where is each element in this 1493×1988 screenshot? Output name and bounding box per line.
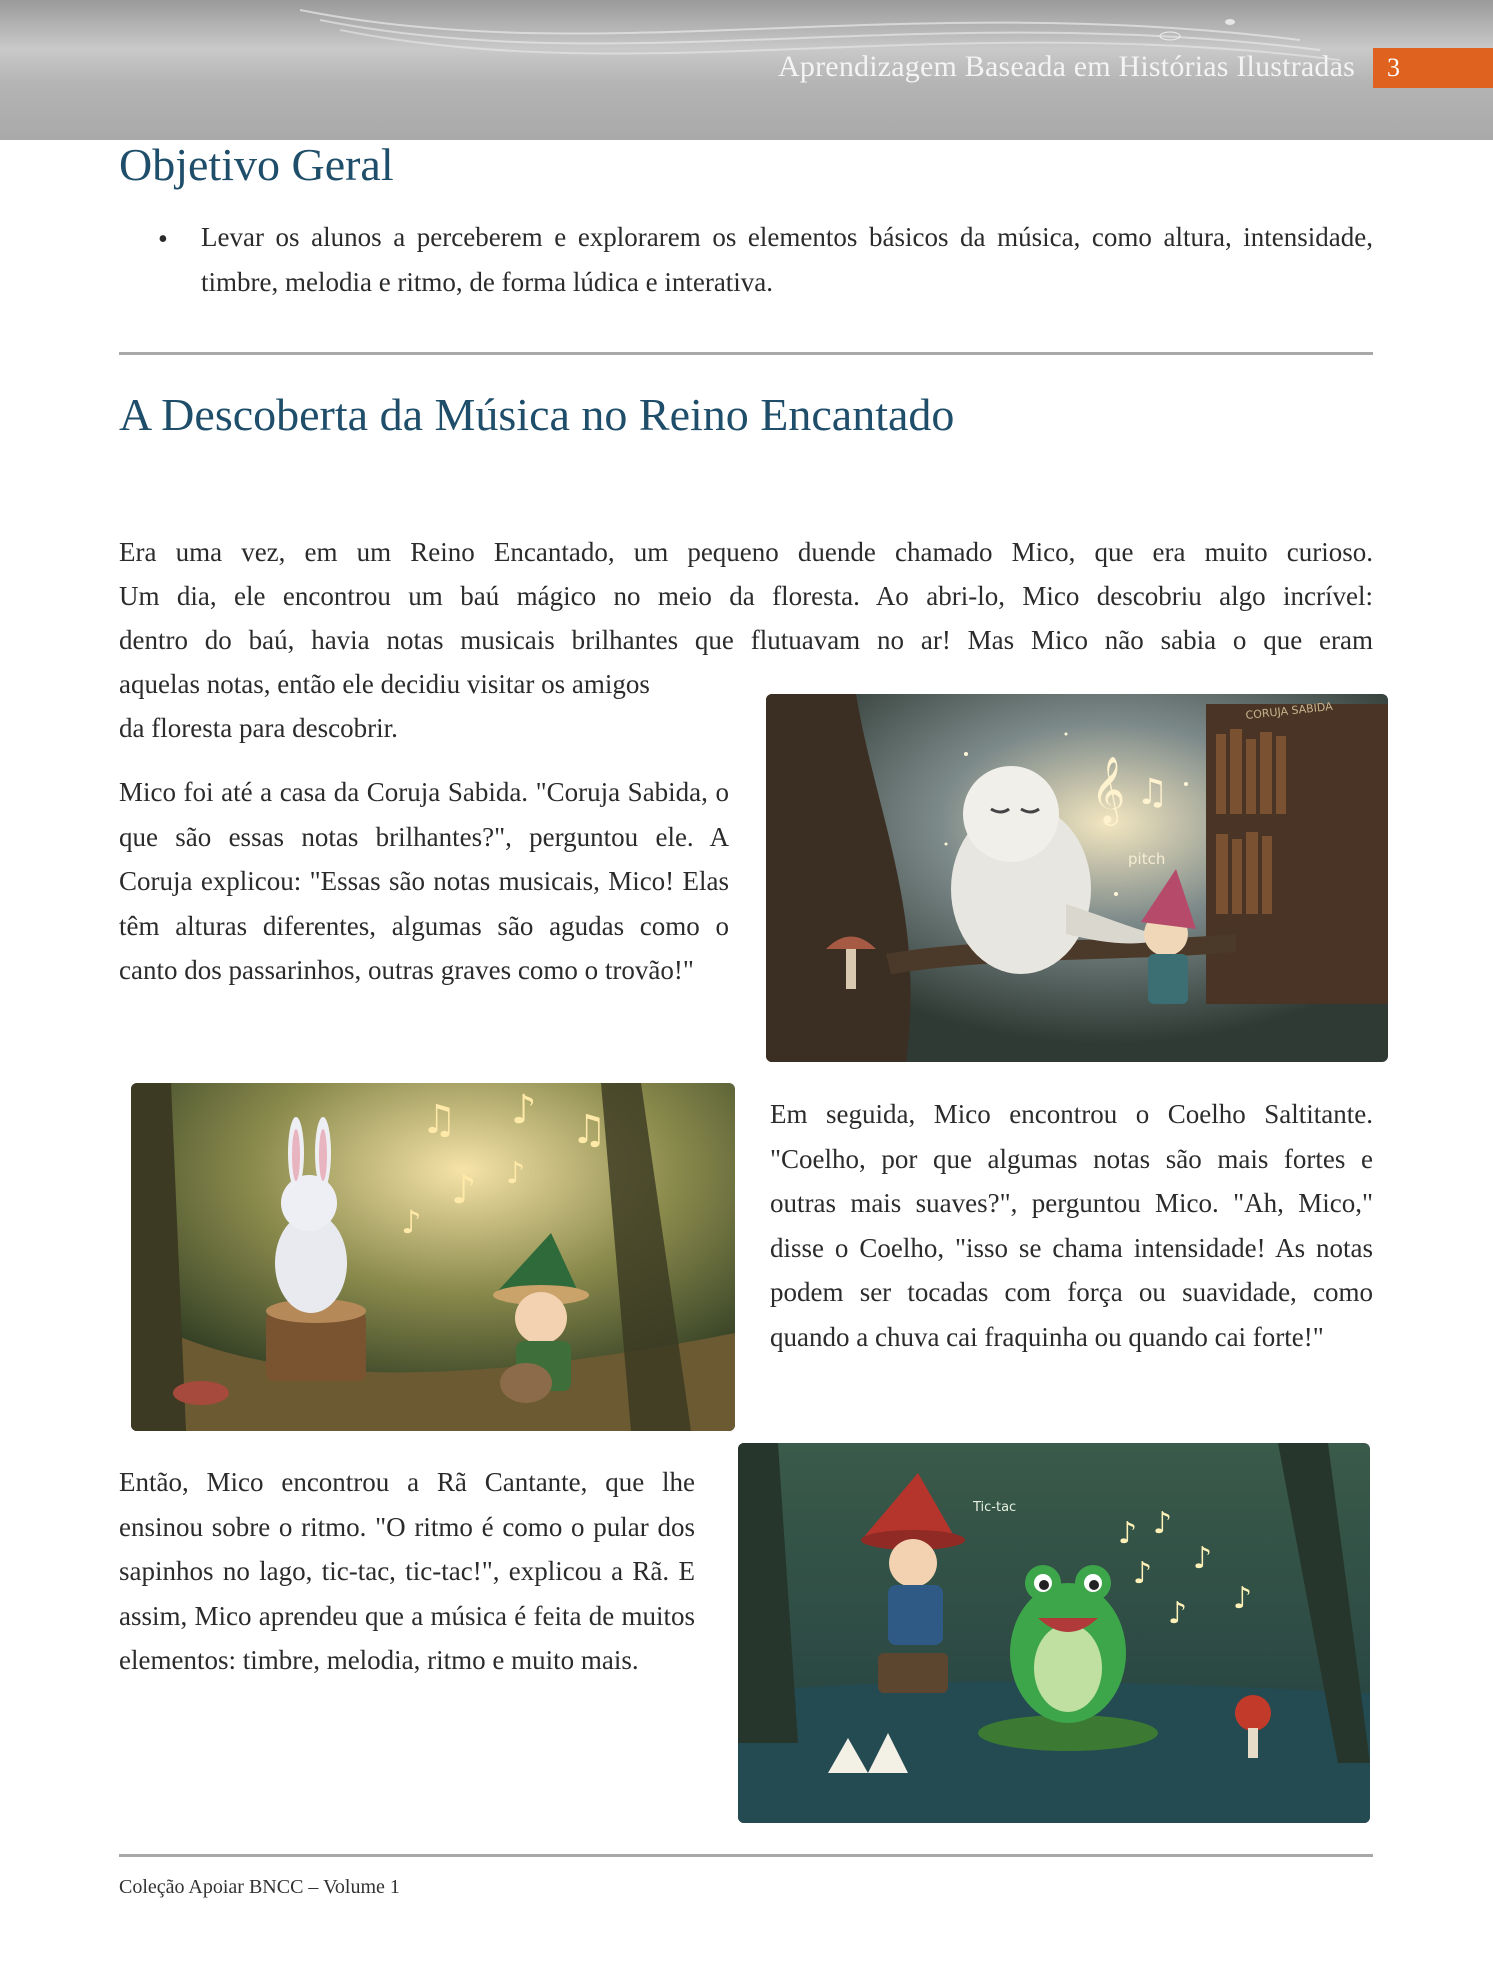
- paragraph-line: Um dia, ele encontrou um baú mágico no meio da floresta. Ao abri-lo, Mico descobriu algo incrível:: [119, 581, 1373, 611]
- story-paragraph-3: Em seguida, Mico encontrou o Coelho Saltitante. "Coelho, por que algumas notas são mais fortes e outras mais suaves?", perguntou Mico. "Ah, Mico," disse o Coelho, "isso se chama intensidade! As notas podem ser tocadas com força ou suavidade, como quando a chuva cai fraquinha ou quando cai forte!": [770, 1099, 1373, 1352]
- music-note-icon: ♪: [506, 1156, 526, 1191]
- section-heading-story: A Descoberta da Música no Reino Encantado: [119, 389, 955, 440]
- music-note-icon: ♪: [1168, 1596, 1188, 1631]
- owl-pitch-label: pitch: [1128, 850, 1166, 868]
- running-header-title: Aprendizagem Baseada em Histórias Ilustradas: [778, 50, 1355, 83]
- music-note-icon: ♪: [511, 1087, 537, 1133]
- music-note-icon: ♫: [421, 1097, 457, 1143]
- frog-tictac-label: Tic-tac: [973, 1500, 1017, 1515]
- footer-text: Coleção Apoiar BNCC – Volume 1: [119, 1876, 400, 1898]
- story-paragraph-2: Mico foi até a casa da Coruja Sabida. "Coruja Sabida, o que são essas notas brilhantes?", perguntou ele. A Coruja explicou: "Essas são notas musicais, Mico! Elas têm alturas diferentes, algumas são agudas como o canto dos passarinhos, outras graves como o trovão!": [119, 777, 729, 985]
- music-note-icon: ♫: [1136, 772, 1169, 813]
- bullet-icon: •: [158, 224, 168, 255]
- music-note-icon: ♪: [1233, 1581, 1253, 1616]
- music-note-icon: 𝄞: [1091, 755, 1126, 823]
- section-heading-objetivo: Objetivo Geral: [119, 139, 394, 190]
- music-note-icon: ♪: [1153, 1506, 1173, 1541]
- story-paragraph-4: Então, Mico encontrou a Rã Cantante, que lhe ensinou sobre o ritmo. "O ritmo é como o pular dos sapinhos no lago, tic-tac, tic-tac!", explicou a Rã. E assim, Mico aprendeu que a música é feita de muitos elementos: timbre, melodia, ritmo e muito mais.: [119, 1467, 695, 1675]
- owl-sign-label: CORUJA SABIDA: [1244, 699, 1334, 722]
- divider: [119, 352, 1373, 355]
- illustration-rabbit-scene: [131, 1083, 735, 1431]
- music-note-icon: ♪: [1133, 1556, 1153, 1591]
- paragraph-line: dentro do baú, havia notas musicais brilhantes que flutuavam no ar! Mas Mico não sabia o que eram: [119, 625, 1373, 655]
- paragraph-line: Era uma vez, em um Reino Encantado, um pequeno duende chamado Mico, que era muito curioso.: [119, 537, 1373, 567]
- objective-bullet-text: Levar os alunos a perceberem e explorarem os elementos básicos da música, como altura, intensidade, timbre, melodia e ritmo, de forma lúdica e interativa.: [201, 222, 1373, 297]
- paragraph-line: da floresta para descobrir.: [119, 713, 398, 743]
- illustration-owl-scene: [766, 694, 1388, 1062]
- header-band: [0, 0, 1493, 140]
- page-number-badge: 3: [1373, 48, 1493, 88]
- paragraph-line: aquelas notas, então ele decidiu visitar os amigos: [119, 669, 650, 699]
- footer-divider: [119, 1854, 1373, 1857]
- music-note-icon: ♪: [1193, 1541, 1213, 1576]
- illustration-frog-scene: [738, 1443, 1370, 1823]
- music-note-icon: ♪: [1118, 1516, 1138, 1551]
- music-note-icon: ♪: [451, 1167, 477, 1213]
- music-note-icon: ♪: [401, 1203, 422, 1241]
- music-note-icon: ♫: [571, 1107, 607, 1153]
